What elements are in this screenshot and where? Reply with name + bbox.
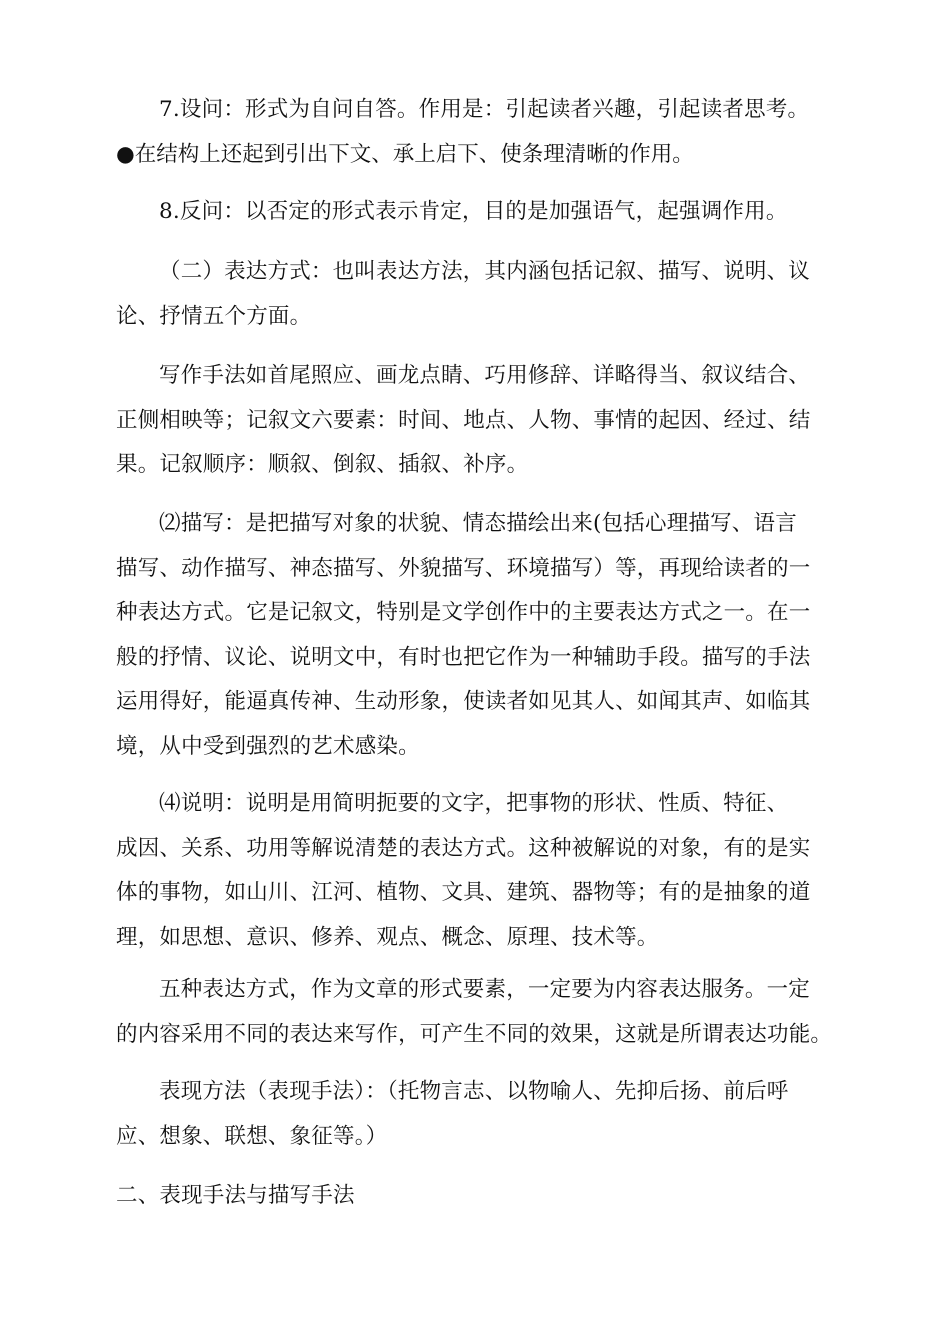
paragraph-line: 论、抒情五个方面。 xyxy=(116,303,312,329)
paragraph-line: （二）表达方式：也叫表达方法，其内涵包括记叙、描写、说明、议 xyxy=(159,259,811,284)
paragraph-line: 体的事物，如山川、江河、植物、文具、建筑、器物等；有的是抽象的道 xyxy=(116,880,811,905)
paragraph-line: 五种表达方式，作为文章的形式要素，一定要为内容表达服务。一定 xyxy=(159,977,811,1002)
paragraph-explanation xyxy=(116,782,844,960)
paragraph-expression-methods xyxy=(116,1070,844,1159)
paragraph-expression-modes xyxy=(116,250,844,339)
bullet-paragraph: ●在结构上还起到引出下文、承上启下、使条理清晰的作用。 xyxy=(116,142,694,167)
paragraph-line: 8.反问：以否定的形式表示肯定，目的是加强语气，起强调作用。 xyxy=(159,199,788,224)
paragraph-line: 的内容采用不同的表达来写作，可产生不同的效果，这就是所谓表达功能。 xyxy=(116,1021,833,1047)
paragraph-line: 境，从中受到强烈的艺术感染。 xyxy=(116,733,420,759)
paragraph-line: 成因、关系、功用等解说清楚的表达方式。这种被解说的对象，有的是实 xyxy=(116,835,811,861)
paragraph-line: 理，如思想、意识、修养、观点、概念、原理、技术等。 xyxy=(116,924,659,950)
paragraph-line: 应、想象、联想、象征等。） xyxy=(116,1123,388,1149)
paragraph-line: 运用得好，能逼真传神、生动形象，使读者如见其人、如闻其声、如临其 xyxy=(116,689,811,714)
paragraph-line: 描写、动作描写、神态描写、外貌描写、环境描写）等，再现给读者的一 xyxy=(116,555,811,581)
paragraph-description xyxy=(116,502,844,769)
paragraph-line: 果。记叙顺序：顺叙、倒叙、插叙、补序。 xyxy=(116,452,529,477)
paragraph-five-modes xyxy=(116,968,844,1057)
paragraph-line: 正侧相映等；记叙文六要素：时间、地点、人物、事情的起因、经过、结 xyxy=(116,407,811,433)
section-heading-text: 二、表现手法与描写手法 xyxy=(116,1183,355,1208)
paragraph-line: 般的抒情、议论、说明文中，有时也把它作为一种辅助手段。描写的手法 xyxy=(116,644,811,670)
paragraph-rhetorical-retort xyxy=(116,190,844,235)
paragraph-rhetorical-question xyxy=(116,88,844,133)
paragraph-line: ⑷说明：说明是用简明扼要的文字，把事物的形状、性质、特征、 xyxy=(159,791,789,816)
paragraph-line: 写作手法如首尾照应、画龙点睛、巧用修辞、详略得当、叙议结合、 xyxy=(159,363,811,388)
section-heading xyxy=(116,1174,844,1219)
paragraph-line: 种表达方式。它是记叙文，特别是文学创作中的主要表达方式之一。在一 xyxy=(116,600,811,625)
paragraph-line: 7.设问：形式为自问自答。作用是：引起读者兴趣，引起读者思考。 xyxy=(159,97,810,122)
paragraph-line: 表现方法（表现手法）：（托物言志、以物喻人、先抑后扬、前后呼 xyxy=(159,1079,789,1104)
paragraph-writing-techniques xyxy=(116,354,844,488)
paragraph-line: ⑵描写：是把描写对象的状貌、情态描绘出来(包括心理描写、语言 xyxy=(159,511,797,536)
